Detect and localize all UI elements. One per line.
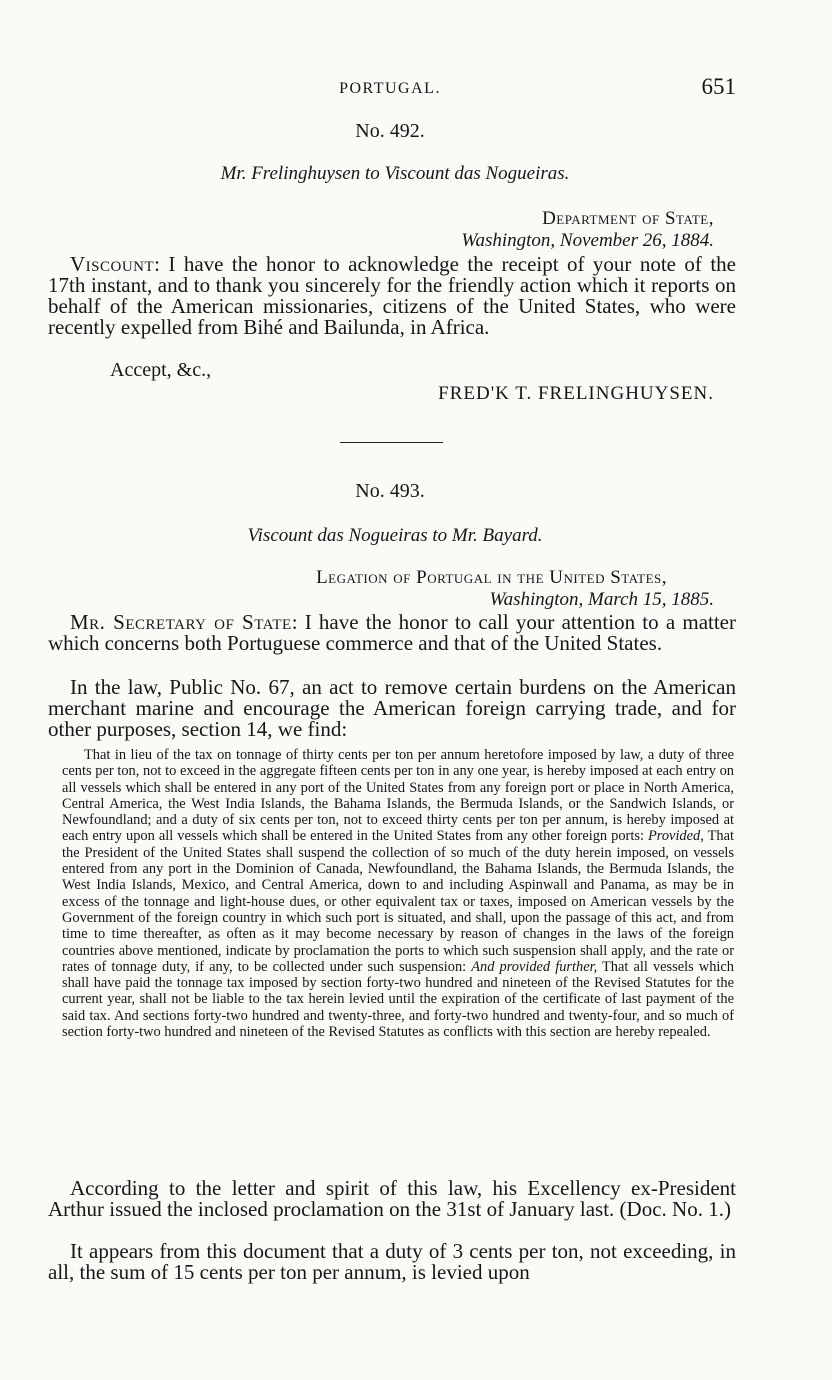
doc-493-paragraph-4: It appears from this document that a duty of 3 cents per ton, not exceeding, in all, the sum of 15 cents per ton per annum, is levied upon [48,1239,736,1284]
doc-492-dateline-office: Department of State, [542,208,714,229]
doc-493-dateline-place: Washington, March 15, 1885. [489,589,714,610]
quote-part-c: That all vessels which shall have paid the tonnage tax imposed by section forty-two hundred and nineteen of the Revised Statutes for the current year, shall not be liable to the tax herein levied until the expiration of the certificate of last payment of the said tax. And sections forty-two hundred and twenty-three, and forty-two hundred and twenty-four, and so much of section forty-two hundred and nineteen of the Revised Statutes as conflicts with this section are hereby repealed. [62,958,734,1041]
doc-493-paragraph-2: In the law, Public No. 67, an act to remove certain burdens on the American merchant marine and encourage the American foreign carrying trade, and for other purposes, section 14, we find: [48,675,736,741]
quote-provided-further: And provided further, [471,958,598,975]
doc-492-number: No. 492. [355,120,425,142]
doc-492-closing: Accept, &c., [110,359,212,381]
doc-493-number: No. 493. [355,480,425,502]
section-divider [340,442,443,443]
running-head: PORTUGAL. [339,80,441,97]
doc-492-body [48,254,736,338]
doc-493-dateline-office: Legation of Portugal in the United States, [316,567,667,588]
quote-part-b: That the President of the United States shall suspend the collection of so much of the duty herein imposed, on vessels entered from any port in the Dominion of Canada, Newfoundland, the Bahama Islands, the Bermuda Islands, the West India Islands, Mexico, and Central America, down to and including Aspinwall and Panama, as may be in excess of the tonnage and light-house dues, or other equivalent tax or taxes, imposed on American vessels by the Government of the foreign country in which such port is situated, and shall, upon the passage of this act, and from time to time thereafter, as often as it may become necessary by reason of changes in the laws of the foreign countries above mentioned, indicate by proclamation the ports to which such suspension shall apply, and the rate or rates of tonnage duty, if any, to be collected under such suspension: [62,828,734,975]
doc-492-salutation: Viscount [70,252,155,276]
quote-provided: Provided, [648,828,704,845]
doc-492-dateline-place: Washington, November 26, 1884. [461,230,714,251]
doc-493-paragraph-1 [48,612,736,654]
doc-493-dateline [316,567,714,611]
quote-part-a: That in lieu of the tax on tonnage of thirty cents per ton per annum heretofore imposed by law, a duty of three cents per ton, not to exceed in the aggregate fifteen cents per ton in any one year, is hereby imposed at each entry on all vessels which shall be entered in any port of the United States from any foreign port or place in North America, Central America, the West India Islands, the Bahama Islands, the Bermuda Islands, or the Sandwich Islands, or Newfoundland; and a duty of six cents per ton, not to exceed thirty cents per ton per annum, is hereby imposed at each entry upon all vessels which shall be entered in the United States from any other foreign ports: [62,747,734,845]
doc-493-paragraph-3: According to the letter and spirit of this law, his Excellency ex-President Arthur issued the inclosed proclamation on the 31st of January last. (Doc. No. 1.) [48,1176,736,1221]
doc-492-signature: FRED'K T. FRELINGHUYSEN. [438,383,714,404]
doc-493-salutation: Mr. Secretary of State [70,610,292,634]
doc-493-title: Viscount das Nogueiras to Mr. Bayard. [247,525,543,546]
doc-492-title: Mr. Frelinghuysen to Viscount das Nogueiras. [220,163,570,184]
doc-493-paragraph-1-text: : I have the honor to call your attention to a matter which concerns both Portuguese commerce and that of the United States. [48,610,736,655]
page-number: 651 [701,74,736,99]
statute-quotation [62,747,734,1040]
page-header [0,76,832,102]
doc-492-dateline [461,208,714,252]
doc-492-body-text: : I have the honor to acknowledge the receipt of your note of the 17th instant, and to thank you sincerely for the friendly action which it reports on behalf of the American missionaries, citizens of the United States, who were recently expelled from Bihé and Bailunda, in Africa. [48,252,736,339]
